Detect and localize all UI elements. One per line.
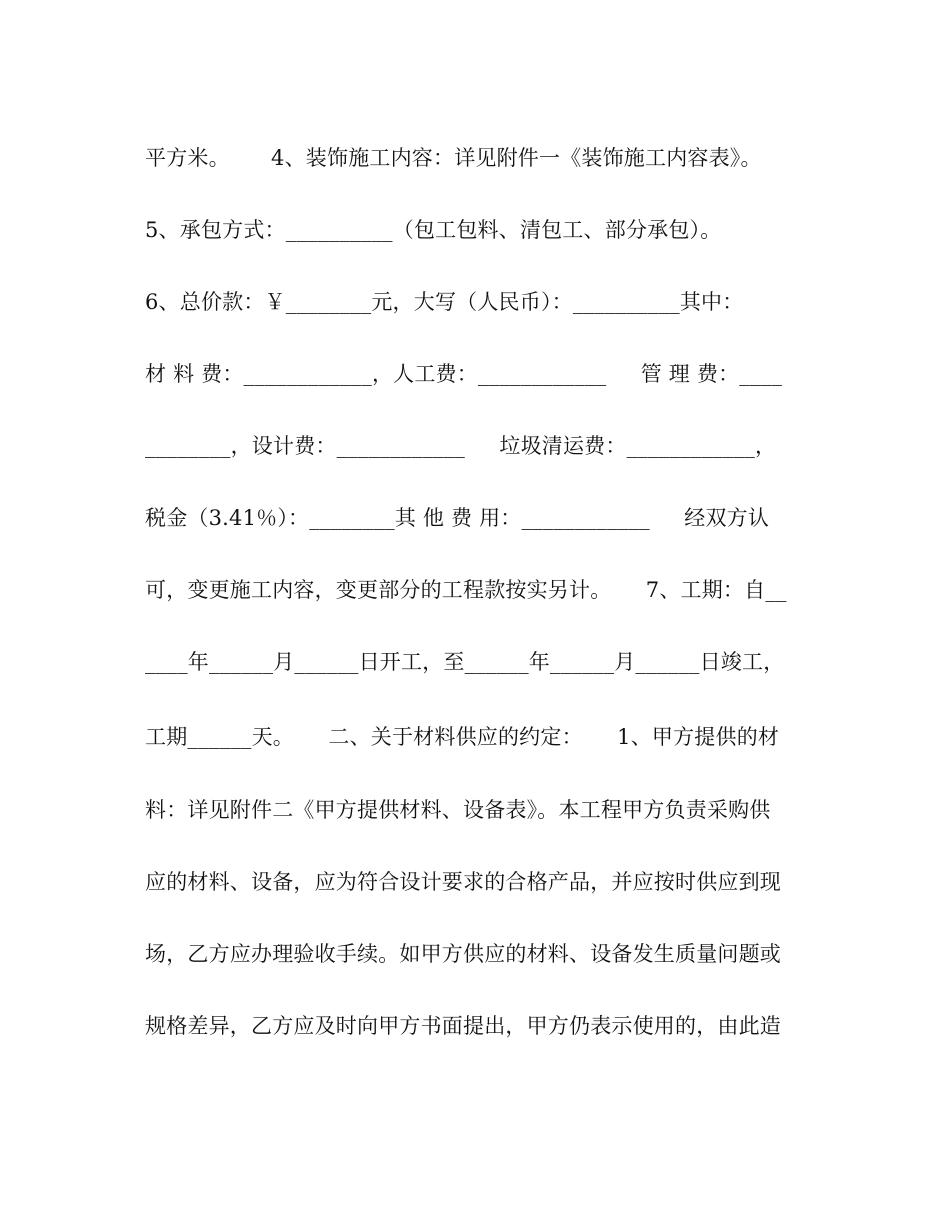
text-line: 材 料 费：____________，人工费：____________ 管 理 费：____ [145, 362, 783, 386]
text-line: 可，变更施工内容，变更部分的工程款按实另计。 7、工期：自__ [145, 578, 787, 602]
text-line: 应的材料、设备，应为符合设计要求的合格产品，并应按时供应到现 [145, 870, 781, 894]
text-line: 平方米。 4、装饰施工内容：详见附件一《装饰施工内容表》。 [145, 146, 762, 170]
text-line: 工期______天。 二、关于材料供应的约定： 1、甲方提供的材 [145, 725, 780, 749]
text-line: 料：详见附件二《甲方提供材料、设备表》。本工程甲方负责采购供 [145, 798, 771, 822]
text-line: 场，乙方应办理验收手续。如甲方供应的材料、设备发生质量问题或 [145, 942, 781, 966]
text-line: 规格差异，乙方应及时向甲方书面提出，甲方仍表示使用的，由此造 [145, 1014, 781, 1038]
text-line: ________，设计费：____________ 垃圾清运费：____________， [145, 434, 777, 458]
text-line: 5、承包方式：__________（包工包料、清包工、部分承包）。 [145, 218, 722, 242]
text-line: ____年______月______日开工，至______年______月______日竣工， [145, 650, 785, 674]
text-line: 税金（3.41％）：________其 他 费 用：____________ 经双方认 [145, 506, 770, 530]
text-line: 6、总价款：￥________元，大写（人民币）：__________其中： [145, 290, 744, 314]
